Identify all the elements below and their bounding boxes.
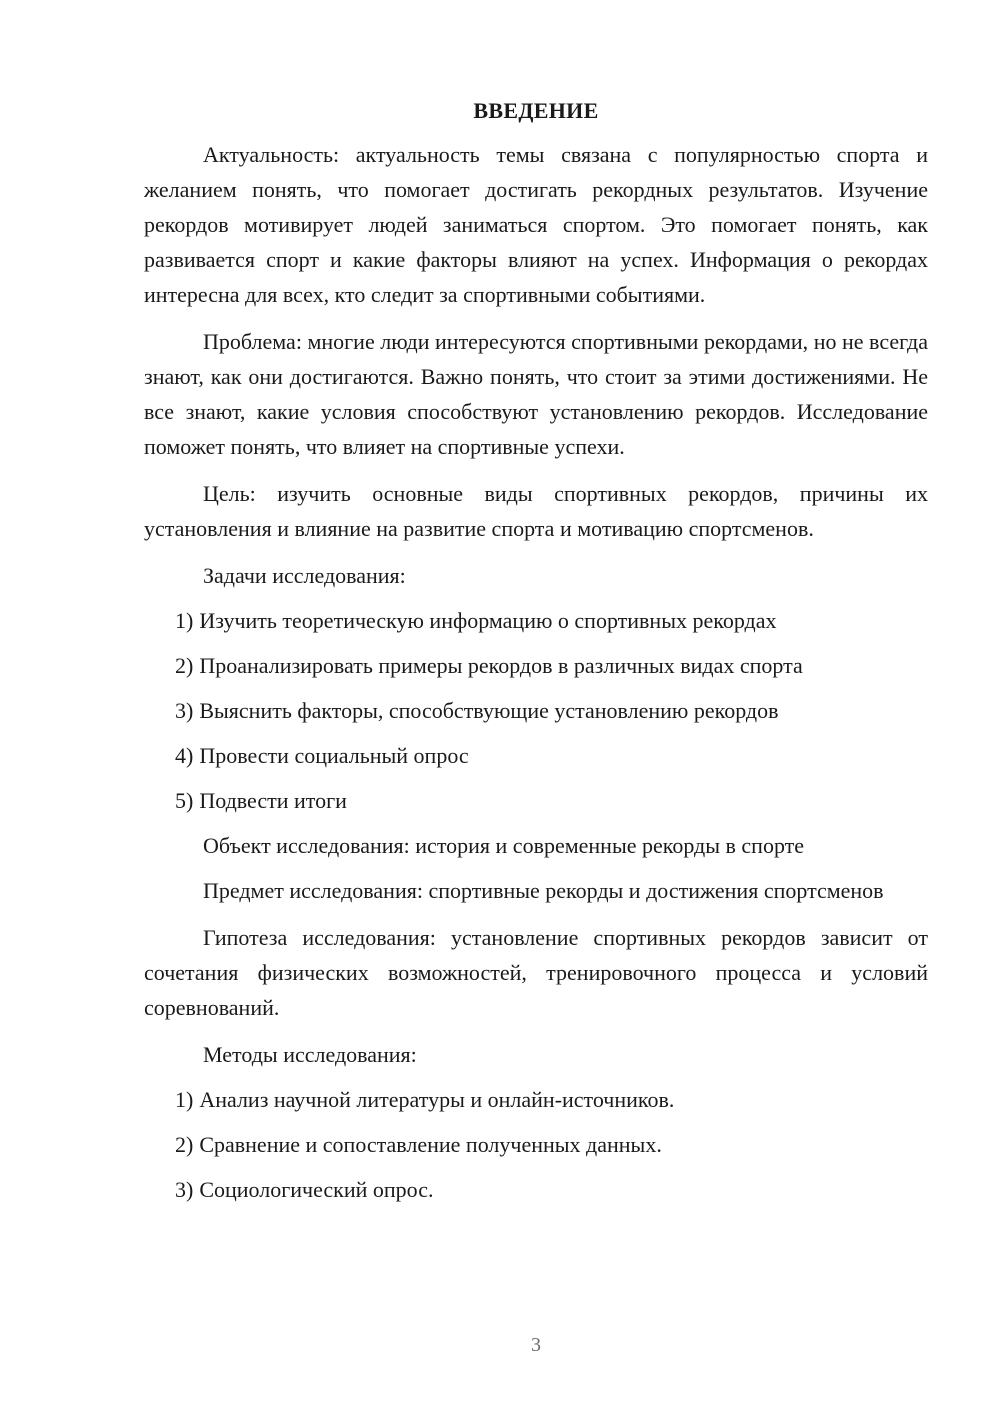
hypothesis-paragraph: Гипотеза исследования: установление спортивных рекордов зависит от сочетания физических возможностей, тренировочного процесса и условий соревнований. bbox=[144, 925, 928, 1020]
methods-title: Методы исследования: bbox=[203, 1042, 417, 1067]
tasks-title: Задачи исследования: bbox=[203, 563, 406, 588]
method-item: 2) Сравнение и сопоставление полученных данных. bbox=[175, 1132, 662, 1157]
task-item: 4) Провести социальный опрос bbox=[175, 743, 469, 768]
method-item: 3) Социологический опрос. bbox=[175, 1177, 434, 1202]
problem-paragraph: Проблема: многие люди интересуются спортивными рекордами, но не всегда знают, как они достигаются. Важно понять, что стоит за этими достижениями. Не все знают, какие условия способствуют установлению рекордов. Исследование поможет понять, что влияет на спортивные успехи. bbox=[144, 329, 928, 459]
goal-paragraph: Цель: изучить основные виды спортивных рекордов, причины их установления и влияние на развитие спорта и мотивацию спортсменов. bbox=[144, 481, 928, 541]
object-line: Объект исследования: история и современные рекорды в спорте bbox=[203, 833, 805, 858]
page-content bbox=[144, 96, 928, 1217]
page-number: 3 bbox=[531, 1334, 541, 1356]
relevance-paragraph: Актуальность: актуальность темы связана с популярностью спорта и желанием понять, что помогает достигать рекордных результатов. Изучение рекордов мотивирует людей заниматься спортом. Это помогает понять, как развивается спорт и какие факторы влияют на успех. Информация о рекордах интересна для всех, кто следит за спортивными событиями. bbox=[144, 142, 928, 307]
method-item: 1) Анализ научной литературы и онлайн-источников. bbox=[175, 1087, 675, 1112]
task-item: 3) Выяснить факторы, способствующие установлению рекордов bbox=[175, 698, 779, 723]
task-item: 5) Подвести итоги bbox=[175, 788, 347, 813]
section-heading: ВВЕДЕНИЕ bbox=[473, 98, 599, 123]
subject-paragraph: Предмет исследования: спортивные рекорды и достижения спортсменов bbox=[203, 878, 884, 903]
task-item: 2) Проанализировать примеры рекордов в различных видах спорта bbox=[175, 653, 803, 678]
task-item: 1) Изучить теоретическую информацию о спортивных рекордах bbox=[175, 608, 777, 633]
